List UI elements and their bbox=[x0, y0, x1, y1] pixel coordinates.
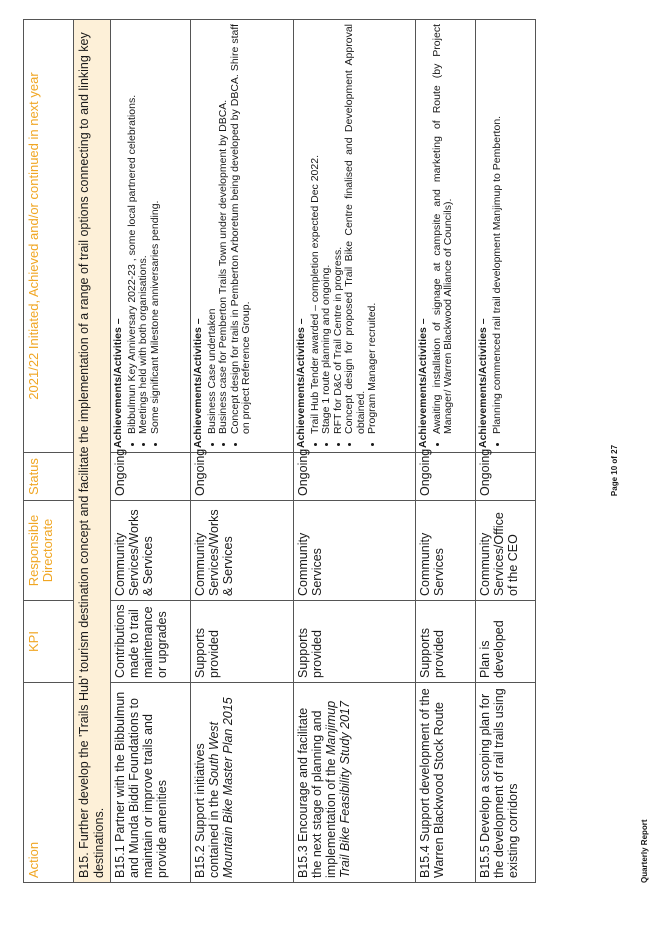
activity-item: • Trail Hub Tender awarded – completion expected Dec 2022. bbox=[310, 24, 322, 434]
action-plan-title: Manjimup Trail Bike Feasibility Study 2017 bbox=[324, 700, 352, 878]
action-text: B15.3 Encourage and facilitate the next stage of planning and implementation of the bbox=[296, 707, 338, 878]
directorate-cell: Community Services/Works & Services bbox=[111, 501, 191, 601]
header-status: Status bbox=[24, 453, 74, 501]
action-text: B15.1 Partner with the Bibbulmun and Munda Biddi Foundations to maintain or improve trails and provide amenities bbox=[113, 691, 169, 878]
activities-header: Achievements/Activities – bbox=[192, 318, 204, 448]
status-cell: Ongoing bbox=[294, 453, 416, 501]
activities-cell bbox=[416, 20, 476, 453]
table-row bbox=[476, 20, 536, 883]
activities-cell bbox=[191, 20, 294, 453]
kpi-cell: Contributions made to trail maintenance or upgrades bbox=[111, 601, 191, 683]
kpi-cell: Supports provided bbox=[191, 601, 294, 683]
activity-item: • Concept design for trails in Pemberton Arboretum being developed by DBCA. Shire staff on project Reference Group. bbox=[230, 24, 253, 434]
activity-item: • Planning commenced rail trail development Manjimup to Pemberton. bbox=[492, 24, 504, 434]
activities-list bbox=[310, 24, 379, 448]
activities-cell bbox=[476, 20, 536, 453]
action-cell bbox=[416, 683, 476, 883]
kpi-cell: Supports provided bbox=[416, 601, 476, 683]
activity-item: • Bibbulmun Key Anniversary 2022-23 , some local partnered celebrations. bbox=[127, 24, 139, 434]
activities-header: Achievements/Activities – bbox=[477, 318, 489, 448]
activities-cell bbox=[294, 20, 416, 453]
activity-item: • Business case for Pemberton Trails Town under development by DBCA. bbox=[218, 24, 230, 434]
activity-item: • Business Case undertaken bbox=[207, 24, 219, 434]
status-cell: Ongoing bbox=[416, 453, 476, 501]
action-cell bbox=[191, 683, 294, 883]
page-number: Page 10 of 27 bbox=[610, 444, 619, 497]
activities-list bbox=[127, 24, 162, 448]
table-row bbox=[191, 20, 294, 883]
activity-item: • Program Manager recruited. bbox=[367, 24, 379, 434]
report-title: Quarterly Report bbox=[640, 819, 649, 883]
action-text: B15.2 Support initiatives contained in the bbox=[193, 743, 221, 878]
kpi-cell: Plan is developed bbox=[476, 601, 536, 683]
activity-item: • Awaiting installation of signage at campsite and marketing of Route (by Project Manager/ Warren Blackwood Alliance of Councils). bbox=[432, 24, 455, 434]
action-cell bbox=[476, 683, 536, 883]
status-cell: Ongoing bbox=[111, 453, 191, 501]
activities-list bbox=[492, 24, 504, 448]
kpi-cell: Supports provided bbox=[294, 601, 416, 683]
header-responsible: Responsible Directorate bbox=[24, 501, 74, 601]
status-cell: Ongoing bbox=[191, 453, 294, 501]
activities-header: Achievements/Activities – bbox=[112, 318, 124, 448]
activities-header: Achievements/Activities – bbox=[417, 318, 429, 448]
action-plan-title: South West Mountain Bike Master Plan 2015 bbox=[207, 697, 235, 878]
action-table bbox=[23, 19, 536, 883]
activity-item: • Stage 1 route planning and ongoing. bbox=[321, 24, 333, 434]
activity-item: • Some significant Milestone anniversaries pending. bbox=[150, 24, 162, 434]
activities-header: Achievements/Activities – bbox=[295, 318, 307, 448]
activity-item: • Meetings held with both organisations. bbox=[138, 24, 150, 434]
activities-cell bbox=[111, 20, 191, 453]
action-text: B15.5 Develop a scoping plan for the development of rail trails using existing corridors bbox=[478, 688, 520, 878]
activities-list bbox=[207, 24, 253, 448]
action-cell bbox=[294, 683, 416, 883]
directorate-cell: Community Services/Office of the CEO bbox=[476, 501, 536, 601]
header-kpi: KPI bbox=[24, 601, 74, 683]
directorate-cell: Community Services/Works & Services bbox=[191, 501, 294, 601]
table-row bbox=[416, 20, 476, 883]
action-text: B15.4 Support development of the Warren Blackwood Stock Route bbox=[418, 688, 446, 878]
activity-item: • Concept design for proposed Trail Bike Centre finalised and Development Approval obtained. bbox=[344, 24, 367, 434]
directorate-cell: Community Services bbox=[416, 501, 476, 601]
status-cell: Ongoing bbox=[476, 453, 536, 501]
header-action: Action bbox=[24, 683, 74, 883]
goal-row bbox=[74, 20, 111, 883]
table-row bbox=[294, 20, 416, 883]
activities-list bbox=[432, 24, 455, 448]
directorate-cell: Community Services bbox=[294, 501, 416, 601]
header-year: 2021/22 Initiated, Achieved and/or continued in next year bbox=[24, 20, 74, 453]
activity-item: • RFT for D&C of Trail Centre in progress. bbox=[333, 24, 345, 434]
table-header-row bbox=[24, 20, 74, 883]
action-cell bbox=[111, 683, 191, 883]
goal-text: B15. Further develop the 'Trails Hub' tourism destination concept and facilitate the implementation of a range of trail options connecting to and linking key destinations. bbox=[74, 20, 111, 883]
table-row bbox=[111, 20, 191, 883]
